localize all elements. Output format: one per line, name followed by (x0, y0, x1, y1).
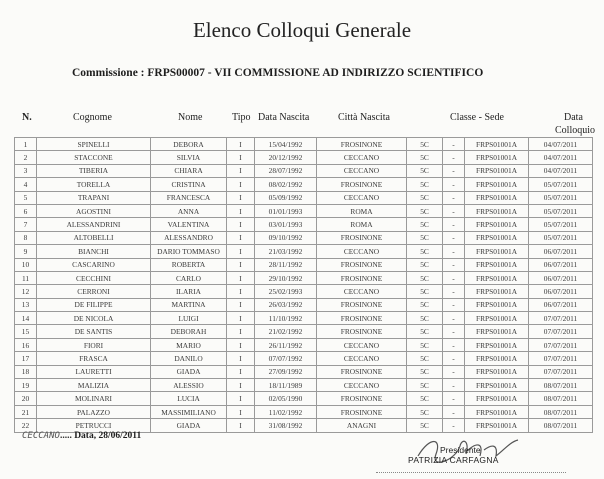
nome-cell: MARTINA (151, 298, 227, 311)
table-row (15, 405, 593, 418)
cognome-cell: PETRUCCI (37, 419, 151, 432)
separator-cell: - (443, 151, 465, 164)
header-classe-sede: Classe - Sede (450, 112, 504, 123)
data-colloquio-cell: 07/07/2011 (529, 338, 593, 351)
row-number: 21 (15, 405, 37, 418)
president-name: PATRIZIA CARFAGNA (408, 455, 499, 465)
citta-nascita-cell: ROMA (317, 204, 407, 217)
cognome-cell: CECCHINI (37, 271, 151, 284)
row-number: 16 (15, 338, 37, 351)
table-row (15, 138, 593, 151)
separator-cell: - (443, 218, 465, 231)
separator-cell: - (443, 338, 465, 351)
header-nome: Nome (178, 112, 203, 123)
data-nascita-cell: 20/12/1992 (255, 151, 317, 164)
table-row (15, 325, 593, 338)
citta-nascita-cell: FROSINONE (317, 325, 407, 338)
data-colloquio-cell: 06/07/2011 (529, 298, 593, 311)
nome-cell: CARLO (151, 271, 227, 284)
table-row (15, 164, 593, 177)
table-row (15, 245, 593, 258)
sede-cell: FRPS01001A (465, 164, 529, 177)
classe-cell: 5C (407, 258, 443, 271)
signature-line (376, 472, 566, 473)
classe-cell: 5C (407, 325, 443, 338)
sede-cell: FRPS01001A (465, 325, 529, 338)
cognome-cell: BIANCHI (37, 245, 151, 258)
sede-cell: FRPS01001A (465, 271, 529, 284)
tipo-cell: I (227, 352, 255, 365)
separator-cell: - (443, 204, 465, 217)
nome-cell: ROBERTA (151, 258, 227, 271)
classe-cell: 5C (407, 164, 443, 177)
table-row (15, 218, 593, 231)
classe-cell: 5C (407, 178, 443, 191)
classe-cell: 5C (407, 352, 443, 365)
table-body (15, 138, 593, 433)
sede-cell: FRPS01001A (465, 191, 529, 204)
classe-cell: 5C (407, 191, 443, 204)
colloqui-table (14, 137, 593, 433)
separator-cell: - (443, 379, 465, 392)
data-colloquio-cell: 06/07/2011 (529, 258, 593, 271)
data-colloquio-cell: 08/07/2011 (529, 419, 593, 432)
data-nascita-cell: 21/02/1992 (255, 325, 317, 338)
data-nascita-cell: 03/01/1993 (255, 218, 317, 231)
tipo-cell: I (227, 204, 255, 217)
separator-cell: - (443, 312, 465, 325)
row-number: 2 (15, 151, 37, 164)
cognome-cell: SPINELLI (37, 138, 151, 151)
table-row (15, 151, 593, 164)
citta-nascita-cell: CECCANO (317, 338, 407, 351)
sede-cell: FRPS01001A (465, 218, 529, 231)
tipo-cell: I (227, 191, 255, 204)
data-colloquio-cell: 05/07/2011 (529, 231, 593, 244)
nome-cell: DEBORA (151, 138, 227, 151)
sede-cell: FRPS01001A (465, 419, 529, 432)
row-number: 12 (15, 285, 37, 298)
tipo-cell: I (227, 379, 255, 392)
header-cognome: Cognome (73, 112, 112, 123)
cognome-cell: ALESSANDRINI (37, 218, 151, 231)
sede-cell: FRPS01001A (465, 178, 529, 191)
citta-nascita-cell: FROSINONE (317, 258, 407, 271)
tipo-cell: I (227, 231, 255, 244)
citta-nascita-cell: ROMA (317, 218, 407, 231)
row-number: 15 (15, 325, 37, 338)
cognome-cell: MOLINARI (37, 392, 151, 405)
cognome-cell: MALIZIA (37, 379, 151, 392)
sede-cell: FRPS01001A (465, 379, 529, 392)
tipo-cell: I (227, 218, 255, 231)
table-row (15, 352, 593, 365)
row-number: 6 (15, 204, 37, 217)
data-colloquio-cell: 07/07/2011 (529, 352, 593, 365)
tipo-cell: I (227, 178, 255, 191)
sede-cell: FRPS01001A (465, 138, 529, 151)
data-nascita-cell: 25/02/1993 (255, 285, 317, 298)
document-title: Elenco Colloqui Generale (192, 18, 412, 42)
row-number: 3 (15, 164, 37, 177)
classe-cell: 5C (407, 338, 443, 351)
data-colloquio-cell: 05/07/2011 (529, 191, 593, 204)
classe-cell: 5C (407, 285, 443, 298)
sede-cell: FRPS01001A (465, 204, 529, 217)
table-row (15, 178, 593, 191)
classe-cell: 5C (407, 312, 443, 325)
classe-cell: 5C (407, 204, 443, 217)
sede-cell: FRPS01001A (465, 285, 529, 298)
tipo-cell: I (227, 405, 255, 418)
table-row (15, 298, 593, 311)
table-row (15, 392, 593, 405)
row-number: 14 (15, 312, 37, 325)
data-colloquio-cell: 08/07/2011 (529, 405, 593, 418)
data-nascita-cell: 29/10/1992 (255, 271, 317, 284)
tipo-cell: I (227, 392, 255, 405)
citta-nascita-cell: CECCANO (317, 151, 407, 164)
sede-cell: FRPS01001A (465, 338, 529, 351)
data-nascita-cell: 08/02/1992 (255, 178, 317, 191)
nome-cell: DEBORAH (151, 325, 227, 338)
row-number: 19 (15, 379, 37, 392)
separator-cell: - (443, 138, 465, 151)
citta-nascita-cell: CECCANO (317, 164, 407, 177)
table-row (15, 258, 593, 271)
tipo-cell: I (227, 138, 255, 151)
row-number: 13 (15, 298, 37, 311)
data-colloquio-cell: 07/07/2011 (529, 312, 593, 325)
citta-nascita-cell: FROSINONE (317, 405, 407, 418)
cognome-cell: CASCARINO (37, 258, 151, 271)
classe-cell: 5C (407, 365, 443, 378)
header-citta-nascita: Città Nascita (338, 112, 390, 123)
nome-cell: ALESSANDRO (151, 231, 227, 244)
cognome-cell: DE NICOLA (37, 312, 151, 325)
nome-cell: FRANCESCA (151, 191, 227, 204)
tipo-cell: I (227, 419, 255, 432)
data-colloquio-cell: 06/07/2011 (529, 245, 593, 258)
nome-cell: GIADA (151, 365, 227, 378)
data-nascita-cell: 26/11/1992 (255, 338, 317, 351)
row-number: 11 (15, 271, 37, 284)
citta-nascita-cell: CECCANO (317, 285, 407, 298)
tipo-cell: I (227, 164, 255, 177)
citta-nascita-cell: FROSINONE (317, 231, 407, 244)
classe-cell: 5C (407, 245, 443, 258)
header-data-nascita: Data Nascita (258, 112, 310, 123)
cognome-cell: AGOSTINI (37, 204, 151, 217)
table-row (15, 365, 593, 378)
nome-cell: CHIARA (151, 164, 227, 177)
separator-cell: - (443, 352, 465, 365)
row-number: 5 (15, 191, 37, 204)
table-row (15, 271, 593, 284)
classe-cell: 5C (407, 419, 443, 432)
table-row (15, 338, 593, 351)
row-number: 8 (15, 231, 37, 244)
nome-cell: MARIO (151, 338, 227, 351)
row-number: 17 (15, 352, 37, 365)
cognome-cell: DE FILIPPE (37, 298, 151, 311)
nome-cell: DANILO (151, 352, 227, 365)
classe-cell: 5C (407, 231, 443, 244)
citta-nascita-cell: FROSINONE (317, 178, 407, 191)
nome-cell: LUIGI (151, 312, 227, 325)
tipo-cell: I (227, 151, 255, 164)
data-nascita-cell: 09/10/1992 (255, 231, 317, 244)
footer-place: CECCANO (22, 431, 60, 441)
data-nascita-cell: 28/11/1992 (255, 258, 317, 271)
citta-nascita-cell: CECCANO (317, 191, 407, 204)
data-nascita-cell: 01/01/1993 (255, 204, 317, 217)
table-row (15, 312, 593, 325)
nome-cell: LUCIA (151, 392, 227, 405)
tipo-cell: I (227, 245, 255, 258)
data-colloquio-cell: 04/07/2011 (529, 164, 593, 177)
footer-date-text: ..... Data, 28/06/2011 (59, 431, 142, 441)
commission-line: Commissione : FRPS00007 - VII COMMISSIONE AD INDIRIZZO SCIENTIFICO (72, 67, 484, 79)
cognome-cell: ALTOBELLI (37, 231, 151, 244)
separator-cell: - (443, 405, 465, 418)
separator-cell: - (443, 325, 465, 338)
sede-cell: FRPS01001A (465, 298, 529, 311)
tipo-cell: I (227, 312, 255, 325)
header-tipo: Tipo (232, 112, 251, 123)
table-row (15, 379, 593, 392)
data-nascita-cell: 02/05/1990 (255, 392, 317, 405)
sede-cell: FRPS01001A (465, 405, 529, 418)
sede-cell: FRPS01001A (465, 231, 529, 244)
nome-cell: MASSIMILIANO (151, 405, 227, 418)
data-colloquio-cell: 07/07/2011 (529, 365, 593, 378)
classe-cell: 5C (407, 271, 443, 284)
cognome-cell: FIORI (37, 338, 151, 351)
nome-cell: GIADA (151, 419, 227, 432)
separator-cell: - (443, 245, 465, 258)
separator-cell: - (443, 392, 465, 405)
data-nascita-cell: 31/08/1992 (255, 419, 317, 432)
cognome-cell: TIBERIA (37, 164, 151, 177)
row-number: 9 (15, 245, 37, 258)
nome-cell: ALESSIO (151, 379, 227, 392)
cognome-cell: LAURETTI (37, 365, 151, 378)
data-nascita-cell: 11/10/1992 (255, 312, 317, 325)
data-colloquio-cell: 06/07/2011 (529, 271, 593, 284)
nome-cell: CRISTINA (151, 178, 227, 191)
citta-nascita-cell: FROSINONE (317, 365, 407, 378)
citta-nascita-cell: CECCANO (317, 379, 407, 392)
sede-cell: FRPS01001A (465, 258, 529, 271)
tipo-cell: I (227, 285, 255, 298)
table-row (15, 285, 593, 298)
data-nascita-cell: 11/02/1992 (255, 405, 317, 418)
row-number: 4 (15, 178, 37, 191)
sede-cell: FRPS01001A (465, 151, 529, 164)
sede-cell: FRPS01001A (465, 392, 529, 405)
table-row (15, 231, 593, 244)
data-colloquio-cell: 05/07/2011 (529, 204, 593, 217)
classe-cell: 5C (407, 392, 443, 405)
tipo-cell: I (227, 338, 255, 351)
row-number: 20 (15, 392, 37, 405)
citta-nascita-cell: CECCANO (317, 352, 407, 365)
separator-cell: - (443, 419, 465, 432)
cognome-cell: TRAPANI (37, 191, 151, 204)
citta-nascita-cell: ANAGNI (317, 419, 407, 432)
classe-cell: 5C (407, 138, 443, 151)
tipo-cell: I (227, 325, 255, 338)
data-nascita-cell: 27/09/1992 (255, 365, 317, 378)
data-colloquio-cell: 08/07/2011 (529, 379, 593, 392)
data-colloquio-cell: 08/07/2011 (529, 392, 593, 405)
citta-nascita-cell: CECCANO (317, 245, 407, 258)
data-colloquio-cell: 04/07/2011 (529, 138, 593, 151)
citta-nascita-cell: FROSINONE (317, 392, 407, 405)
separator-cell: - (443, 191, 465, 204)
data-colloquio-cell: 05/07/2011 (529, 218, 593, 231)
data-colloquio-cell: 04/07/2011 (529, 151, 593, 164)
data-nascita-cell: 21/03/1992 (255, 245, 317, 258)
sede-cell: FRPS01001A (465, 352, 529, 365)
data-nascita-cell: 07/07/1992 (255, 352, 317, 365)
sede-cell: FRPS01001A (465, 365, 529, 378)
data-nascita-cell: 05/09/1992 (255, 191, 317, 204)
separator-cell: - (443, 365, 465, 378)
tipo-cell: I (227, 258, 255, 271)
footer-date (22, 431, 141, 441)
tipo-cell: I (227, 298, 255, 311)
classe-cell: 5C (407, 405, 443, 418)
cognome-cell: STACCONE (37, 151, 151, 164)
cognome-cell: CERRONI (37, 285, 151, 298)
classe-cell: 5C (407, 218, 443, 231)
data-colloquio-cell: 07/07/2011 (529, 325, 593, 338)
data-nascita-cell: 15/04/1992 (255, 138, 317, 151)
separator-cell: - (443, 298, 465, 311)
separator-cell: - (443, 164, 465, 177)
cognome-cell: FRASCA (37, 352, 151, 365)
row-number: 1 (15, 138, 37, 151)
president-role: Presidente (440, 445, 481, 455)
sede-cell: FRPS01001A (465, 245, 529, 258)
header-data-colloquio: Data (564, 112, 583, 123)
header-n: N. (22, 112, 32, 123)
data-colloquio-cell: 05/07/2011 (529, 178, 593, 191)
classe-cell: 5C (407, 298, 443, 311)
cognome-cell: DE SANTIS (37, 325, 151, 338)
citta-nascita-cell: FROSINONE (317, 138, 407, 151)
data-nascita-cell: 28/07/1992 (255, 164, 317, 177)
separator-cell: - (443, 178, 465, 191)
citta-nascita-cell: FROSINONE (317, 312, 407, 325)
header-colloquio: Colloquio (555, 125, 596, 136)
row-number: 22 (15, 419, 37, 432)
nome-cell: SILVIA (151, 151, 227, 164)
row-number: 18 (15, 365, 37, 378)
row-number: 10 (15, 258, 37, 271)
table-row (15, 191, 593, 204)
citta-nascita-cell: FROSINONE (317, 298, 407, 311)
sede-cell: FRPS01001A (465, 312, 529, 325)
separator-cell: - (443, 285, 465, 298)
nome-cell: ANNA (151, 204, 227, 217)
tipo-cell: I (227, 271, 255, 284)
citta-nascita-cell: FROSINONE (317, 271, 407, 284)
classe-cell: 5C (407, 151, 443, 164)
data-nascita-cell: 26/03/1992 (255, 298, 317, 311)
data-nascita-cell: 18/11/1989 (255, 379, 317, 392)
nome-cell: DARIO TOMMASO (151, 245, 227, 258)
separator-cell: - (443, 258, 465, 271)
classe-cell: 5C (407, 379, 443, 392)
separator-cell: - (443, 271, 465, 284)
row-number: 7 (15, 218, 37, 231)
tipo-cell: I (227, 365, 255, 378)
data-colloquio-cell: 06/07/2011 (529, 285, 593, 298)
table-row (15, 204, 593, 217)
cognome-cell: PALAZZO (37, 405, 151, 418)
cognome-cell: TORELLA (37, 178, 151, 191)
nome-cell: VALENTINA (151, 218, 227, 231)
separator-cell: - (443, 231, 465, 244)
nome-cell: ILARIA (151, 285, 227, 298)
